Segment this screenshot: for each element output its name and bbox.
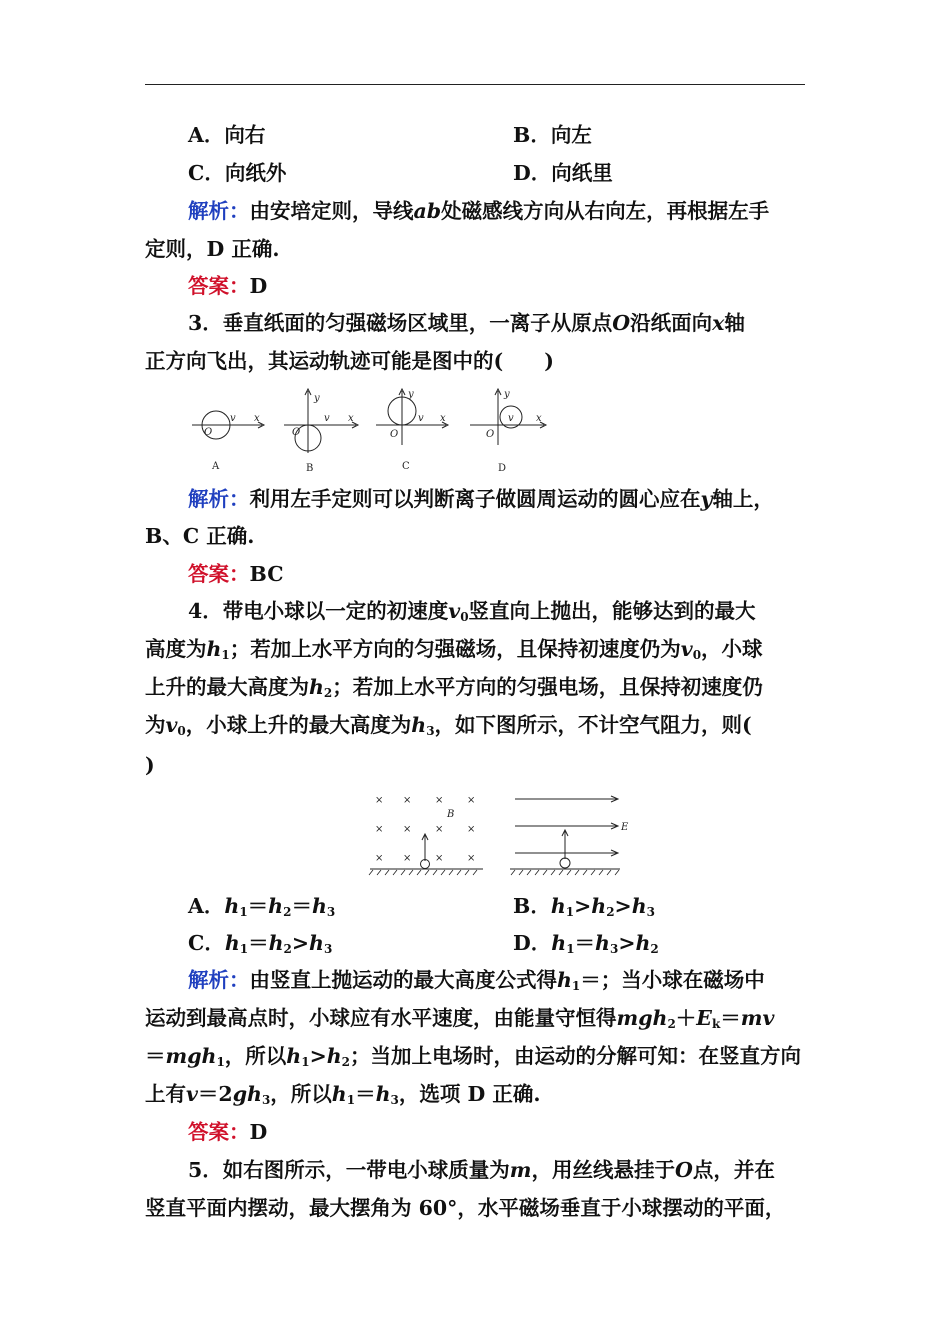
q4-analysis-line2: 运动到最高点时，小球应有水平速度，由能量守恒得$mgh_2+E_k=mv$ <box>145 1006 775 1031</box>
svg-text:×: × <box>467 853 476 864</box>
q4-line2: 高度为$h_1$；若加上水平方向的匀强磁场，且保持初速度仍为$v_0$，小球 <box>145 637 763 662</box>
analysis-label: 解析： <box>188 968 250 992</box>
svg-text:×: × <box>403 824 412 835</box>
q3-trajectory-figure <box>180 383 560 478</box>
q2-option-d: D．向纸里 <box>513 161 613 185</box>
q4-analysis-line3: ＝mgh$_1$，所以$h_1>h_2$；当加上电场时，由运动的分解可知：在竖直方向 <box>145 1044 802 1069</box>
fig-c-origin: O <box>390 429 399 440</box>
q2-option-a: A．向右 <box>188 123 266 147</box>
q4-option-b: B．$h_1>h_2>h_3$ <box>513 894 655 919</box>
q5-line1: 5．如右图所示，一带电小球质量为m，用丝线悬挂于O点，并在 <box>188 1158 775 1182</box>
q4-line1: 4．带电小球以一定的初速度$v_0$竖直向上抛出，能够达到的最大 <box>188 599 756 624</box>
analysis-label: 解析： <box>188 487 250 511</box>
q2-analysis-line2: 定则，D 正确. <box>145 237 280 261</box>
q4-analysis-line4: 上有$v=2gh_3$，所以$h_1=h_3$，选项 D 正确. <box>145 1082 541 1107</box>
q4-option-c: C．$h_1=h_2>h_3$ <box>188 931 333 956</box>
fig-c-y: y <box>408 389 414 400</box>
electric-field-label: E <box>621 822 629 833</box>
q4-line5: ) <box>145 753 155 777</box>
q2-analysis-line1: 解析：由安培定则，导线ab处磁感线方向从右向左，再根据左手 <box>188 199 770 223</box>
q3-answer: 答案：BC <box>188 562 284 586</box>
svg-text:×: × <box>467 824 476 835</box>
analysis-label: 解析： <box>188 199 250 223</box>
svg-text:×: × <box>435 795 444 806</box>
fig-d-x: x <box>536 413 542 424</box>
q3-analysis-line1: 解析：利用左手定则可以判断离子做圆周运动的圆心应在y轴上， <box>188 487 774 511</box>
answer-label: 答案： <box>188 562 250 586</box>
fig-d-y: y <box>504 389 510 400</box>
q4-answer: 答案：D <box>188 1120 268 1144</box>
q2-answer: 答案：D <box>188 274 268 298</box>
svg-text:×: × <box>467 795 476 806</box>
fig-b-y: y <box>314 393 320 404</box>
fig-a-origin: O <box>204 427 213 438</box>
fig-c-x: x <box>440 413 446 424</box>
fig-a-v: v <box>230 413 236 424</box>
fig-label-a: A <box>212 461 220 472</box>
q2-option-b: B．向左 <box>513 123 592 147</box>
answer-label: 答案： <box>188 274 250 298</box>
svg-text:×: × <box>435 824 444 835</box>
fig-b-v: v <box>324 413 330 424</box>
fig-d-origin: O <box>486 429 495 440</box>
svg-text:×: × <box>375 824 384 835</box>
header-rule <box>145 84 805 85</box>
fig-d-v: v <box>508 413 514 424</box>
q4-line4: 为$v_0$，小球上升的最大高度为$h_3$，如下图所示，不计空气阻力，则( <box>145 713 752 738</box>
fig-c-v: v <box>418 413 424 424</box>
q3-line1: 3．垂直纸面的匀强磁场区域里，一离子从原点O沿纸面向x轴 <box>188 311 745 335</box>
fig-b-x: x <box>348 413 354 424</box>
svg-text:×: × <box>375 795 384 806</box>
magnetic-field-label: B <box>447 809 455 820</box>
q3-analysis-line2: B、C 正确. <box>145 524 255 548</box>
q4-field-figure <box>365 785 630 880</box>
q4-option-a: A．$h_1=h_2=h_3$ <box>188 894 336 919</box>
answer-label: 答案： <box>188 1120 250 1144</box>
fig-label-b: B <box>306 463 314 474</box>
q4-line3: 上升的最大高度为$h_2$；若加上水平方向的匀强电场，且保持初速度仍 <box>145 675 763 700</box>
q2-option-c: C．向纸外 <box>188 161 287 185</box>
svg-text:×: × <box>403 853 412 864</box>
svg-text:×: × <box>435 853 444 864</box>
q3-line2: 正方向飞出，其运动轨迹可能是图中的( ) <box>145 349 554 373</box>
q5-line2: 竖直平面内摆动，最大摆角为 60°，水平磁场垂直于小球摆动的平面， <box>145 1196 786 1220</box>
fig-a-x: x <box>254 413 260 424</box>
q4-analysis-line1: 解析：由竖直上抛运动的最大高度公式得$h_1=$；当小球在磁场中 <box>188 968 765 993</box>
q4-option-d: D．$h_1=h_3>h_2$ <box>513 931 659 956</box>
svg-text:×: × <box>403 795 412 806</box>
fig-b-origin: O <box>292 427 301 438</box>
fig-label-d: D <box>498 463 507 474</box>
fig-label-c: C <box>402 461 410 472</box>
svg-text:×: × <box>375 853 384 864</box>
